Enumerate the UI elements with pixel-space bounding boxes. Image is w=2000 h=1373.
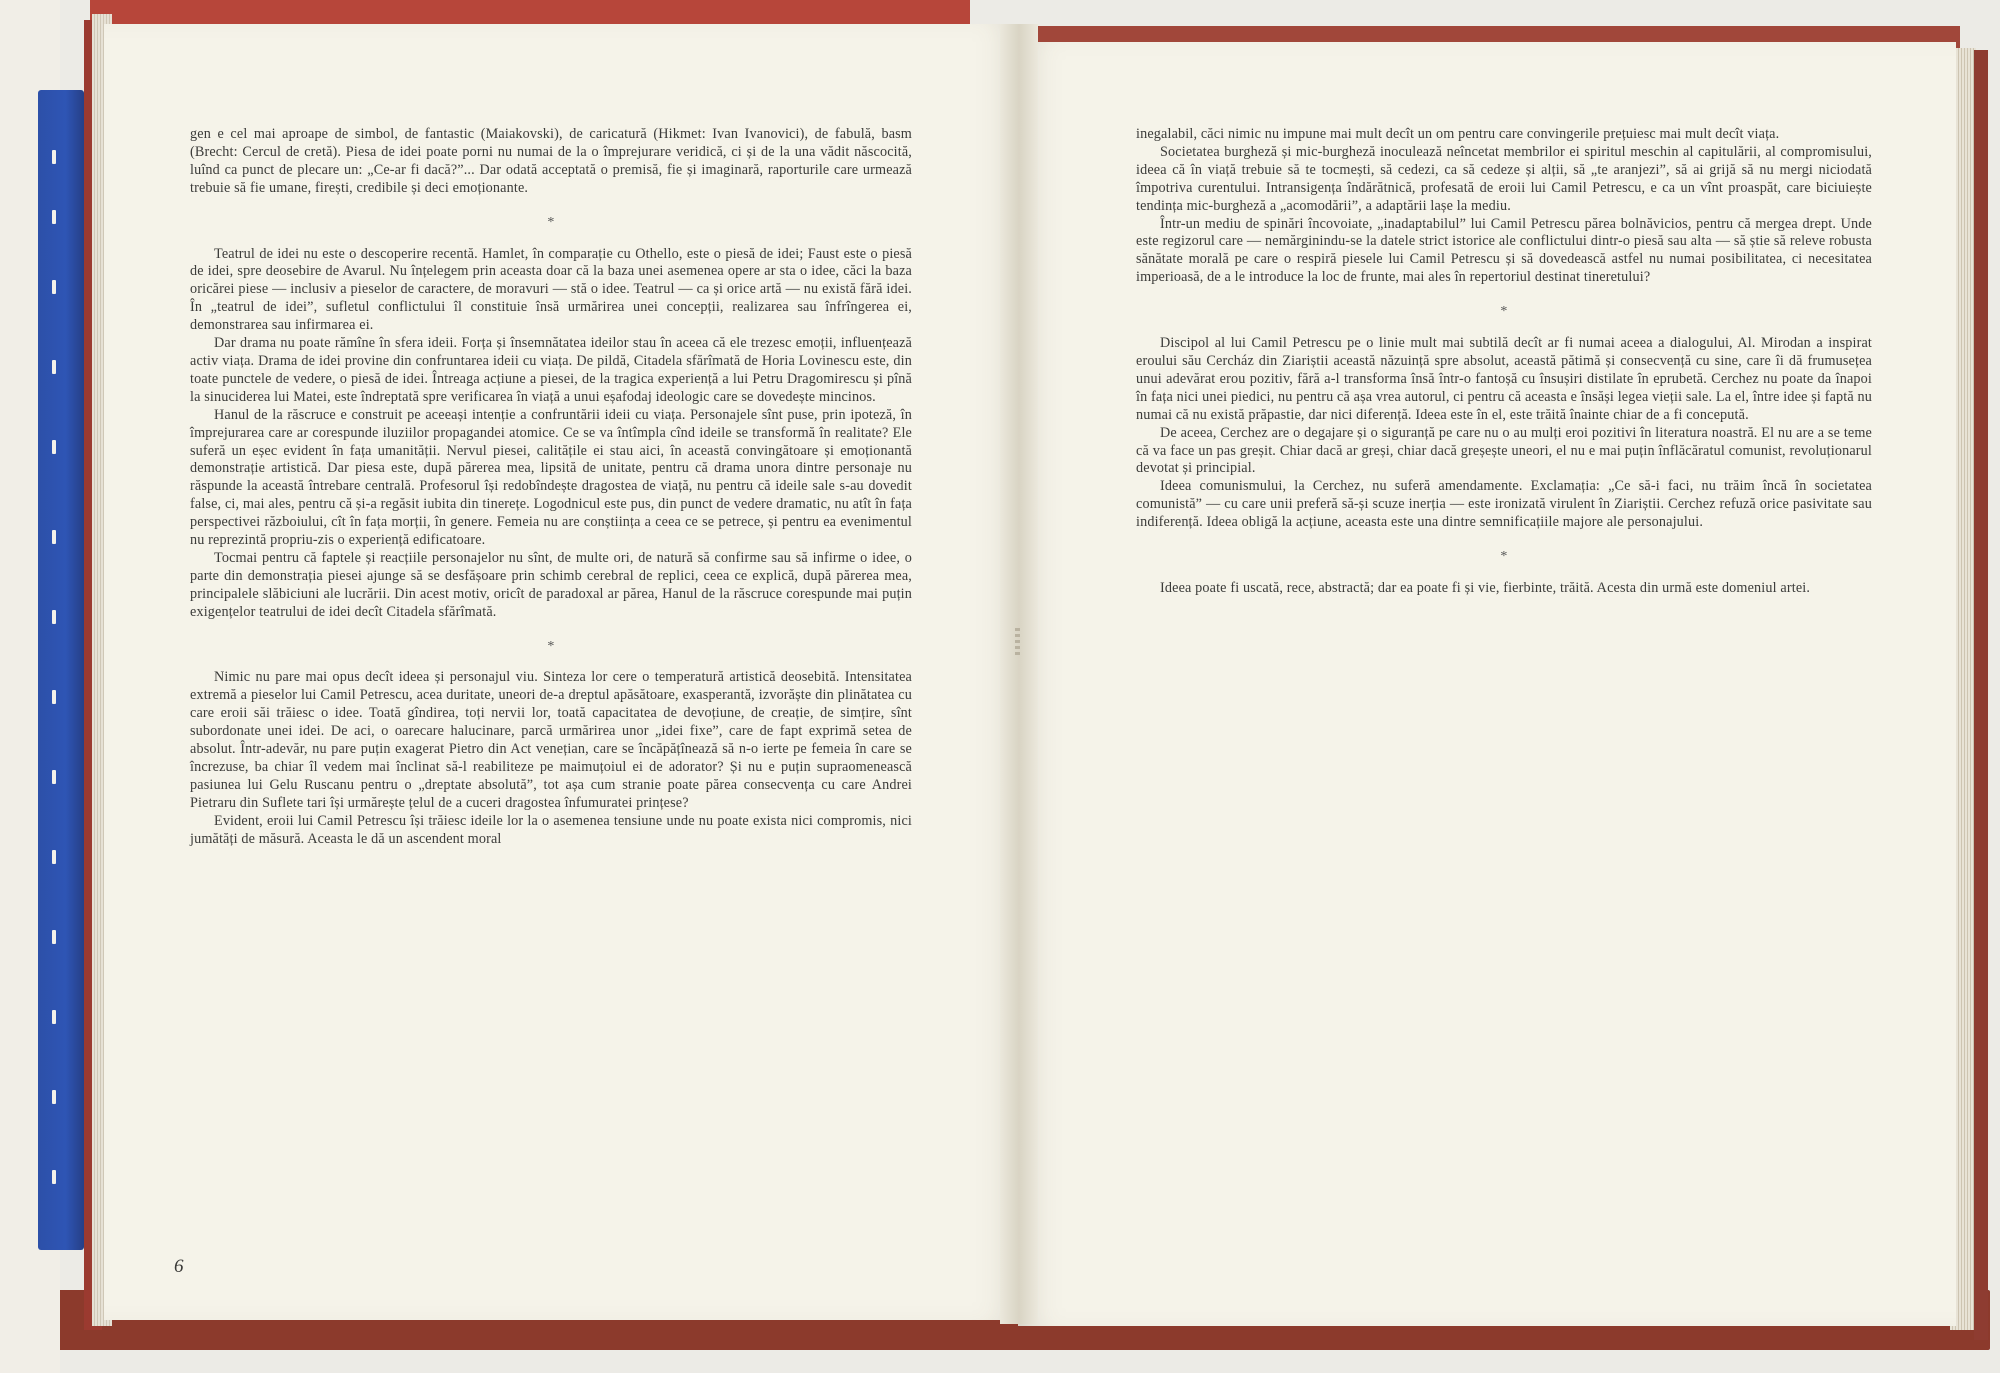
section-separator: * xyxy=(547,214,555,230)
paragraph: Teatrul de idei nu este o descoperire recentă. Hamlet, în comparație cu Othello, este o piesă de idei; Faust este o piesă de idei, spre deosebire de Avarul. Nu înțelegem prin aceasta doar că la baza unei asemenea opere ar sta o idee, căci la baza oricărei piese — inclusiv a pieselor de caractere, de moravuri — stă o idee. Teatrul — ca și orice artă — nu există fără idei. În „teatrul de idei”, sufletul conflictului îl constituie însă urmărirea unei concepții, realizarea sau înfrîngerea ei, demonstrarea sau infirmarea ei. xyxy=(190,245,912,334)
paragraph: Ideea poate fi uscată, rece, abstractă; dar ea poate fi și vie, fierbinte, trăită. Acesta din urmă este domeniul artei. xyxy=(1160,579,1811,596)
paragraph: inegalabil, căci nimic nu impune mai mult decît un om pentru care convingerile prețuiesc mai mult decît viața. xyxy=(1136,126,1780,142)
paragraph: Societatea burgheză și mic-burgheză inoculează neîncetat membrilor ei spiritul meschin al capitulării, al compromisului, ideea că în viață trebuie să te tocmești, să cedezi, ca să cedeze și alții, să „te aranjezi”, să ai grijă să nu mergi niciodată împotriva curentului. Intransigența îndărătnică, profesată de eroii lui Camil Petrescu, e ca un vînt proaspăt, care biciuiește tendința mic-burgheză a „acomodării”, a adaptării lașe la mediu. xyxy=(1136,143,1872,214)
right-page-text xyxy=(1136,126,1872,598)
section-separator: * xyxy=(547,638,555,654)
paragraph: Evident, eroii lui Camil Petrescu își trăiesc ideile lor la o asemenea tensiune unde nu poate exista nici compromis, nici jumătăți de măsură. Aceasta le dă un ascendent moral xyxy=(190,812,912,847)
paragraph: gen e cel mai aproape de simbol, de fantastic (Maiakovski), de caricatură (Hikmet: Ivan Ivanovici), de fabulă, basm (Brecht: Cercul de cretă). Piesa de idei poate porni nu numai de la o împrejurare veridică, ci și de la una vădit născocită, luînd ca punct de plecare un: „Ce-ar fi dacă?”... Dar odată acceptată o premisă, fie și imaginară, raporturile care urmează trebuie să fie umane, firești, credibile și deci emoționante. xyxy=(190,126,912,196)
paragraph: Nimic nu pare mai opus decît ideea și personajul viu. Sinteza lor cere o temperatură artistică deosebită. Intensitatea extremă a pieselor lui Camil Petrescu, acea duritate, uneori de-a dreptul apăsătoare, exasperantă, izvorăște din plinătatea cu care eroii săi trăiesc o idee. Toată gîndirea, toți nervii lor, toată capacitatea de devoțiune, de creație, de simțire, sînt subordonate unei idei. De aci, o oarecare halucinare, parcă urmărirea unor „idei fixe”, care de fapt exprimă setea de absolut. Într-adevăr, nu pare puțin exagerat Pietro din Act venețian, care se încăpățînează să n-o ierte pe femeia în care se încrezuse, ba chiar îl vedem mai înclinat să-l reabiliteze pe maimuțoiul ei de adorator? Și nu e puțin supraomenească pasiunea lui Gelu Ruscanu pentru o „dreptate absolută”, tot așa cum stranie poate părea consecvența cu care Andrei Pietraru din Suflete tari își urmărește țelul de a cuceri dragostea înfumuratei prințese? xyxy=(190,669,912,811)
book-gutter xyxy=(1000,24,1038,1324)
spine-blue-band xyxy=(38,90,84,1250)
right-cover-edge xyxy=(1974,50,1988,1340)
gutter-stitch-mark xyxy=(1015,628,1020,658)
paragraph: Discipol al lui Camil Petrescu pe o linie mult mai subtilă decît ar fi numai aceea a dialogului, Al. Mirodan a inspirat eroului său Cercház din Ziariștii această năzuință spre absolut, această pătimă și consecvență cu sine, care îi dă frumusețea unui adevărat erou pozitiv, fără a-l transforma însă într-o fantoșă cu însușiri distilate în eprubetă. Cerchez nu poate da înapoi în fața nici unei piedici, nu pentru că așa vrea autorul, ci pentru că aceasta e însăși legea vieții sale. La el, între idee și faptă nu numai că nu există prăpastie, dar nici diferență. Ideea este în el, este trăită înainte chiar de a fi concepută. xyxy=(1136,335,1872,423)
paragraph: Într-un mediu de spinări încovoiate, „inadaptabilul” lui Camil Petrescu părea bolnăvicios, pentru că mergea drept. Unde este regizorul care — nemărginindu-se la datele strict istorice ale conflictului dintr-o piesă sau alta — să știe să releve robusta sănătate morală pe care o respiră piesele lui Camil Petrescu și să dovedească astfel nu numai posibilitatea, ci necesitatea imperioasă, de a le introduce la loc de frunte, mai ales în repertoriul destinat tineretului? xyxy=(1136,215,1872,286)
paragraph: Ideea comunismului, la Cerchez, nu suferă amendamente. Exclamația: „Ce să-i faci, nu trăim încă în societatea comunistă” — cu care unii preferă să-și scuze inerția — este ironizată virulent în Ziariștii. Cerchez refuză orice pasivitate sau indiferență. Ideea obligă la acțiune, aceasta este una dintre semnificațiile majore ale personajului. xyxy=(1136,478,1872,531)
left-page-text xyxy=(190,126,912,849)
page-number: 6 xyxy=(174,1256,184,1277)
section-separator: * xyxy=(1500,549,1508,565)
paragraph: Dar drama nu poate rămîne în sfera ideii. Forța și însemnătatea ideilor stau în aceea că ele trezesc emoții, influențează activ viața. Drama de idei provine din confruntarea ideii cu viața. De pildă, Citadela sfărîmată de Horia Lovinescu este, din toate punctele de vedere, o piesă de idei. Întreaga acțiune a piesei, de la tragica experiență a lui Petru Dragomirescu și pînă la sinuciderea lui Matei, este îndreptată spre verificarea în viață a unui eșafodaj ideologic care se dovedește mincinos. xyxy=(190,335,912,405)
section-separator: * xyxy=(1500,304,1508,320)
paragraph: Tocmai pentru că faptele și reacțiile personajelor nu sînt, de multe ori, de natură să confirme sau să infirme o idee, o parte din demonstrația piesei ajunge să se desfășoare prin schimb cerebral de replici, ceea ce explică, după părerea mea, principalele slăbiciuni ale lucrării. Din acest motiv, oricît de paradoxal ar părea, Hanul de la răscruce corespunde mai puțin exigențelor teatrului de idei decît Citadela sfărîmată. xyxy=(190,549,912,620)
paragraph: Hanul de la răscruce e construit pe aceeași intenție a confruntării ideii cu viața. Personajele sînt puse, prin ipoteză, în împrejurarea care ar corespunde iluziilor propagandei atomice. Ce se va întîmpla cînd ideile se transformă în realitate? Ele suferă un eșec evident în fața umanității. Nervul piesei, calitățile ei stau aici, în această convingătoare și emoționantă demonstrație artistică. Dar piesa este, după părerea mea, lipsită de unitate, pentru că drama unora dintre personaje nu răspunde la această întrebare centrală. Profesorul își redobîndește dragostea de viață, nu pentru că ideile sale s-au dovedit false, ci, mai ales, pentru că și-a regăsit iubita din tinerețe. Logodnicul este pus, din punct de vedere dramatic, nu atît în fața perspectivei războiului, cît în fața morții, în genere. Femeia nu are conștiința a ceea ce se petrece, și pentru ea evenimentul nu reprezintă propriu-zis o experiență edificatoare. xyxy=(190,406,912,549)
paragraph: De aceea, Cerchez are o degajare și o siguranță pe care nu o au mulți eroi pozitivi în literatura noastră. El nu are a se teme că va face un pas greșit. Chiar dacă ar greși, chiar dacă greșește uneori, el nu e mai puțin înflăcăratul comunist, revoluționarul devotat și principial. xyxy=(1136,424,1872,477)
